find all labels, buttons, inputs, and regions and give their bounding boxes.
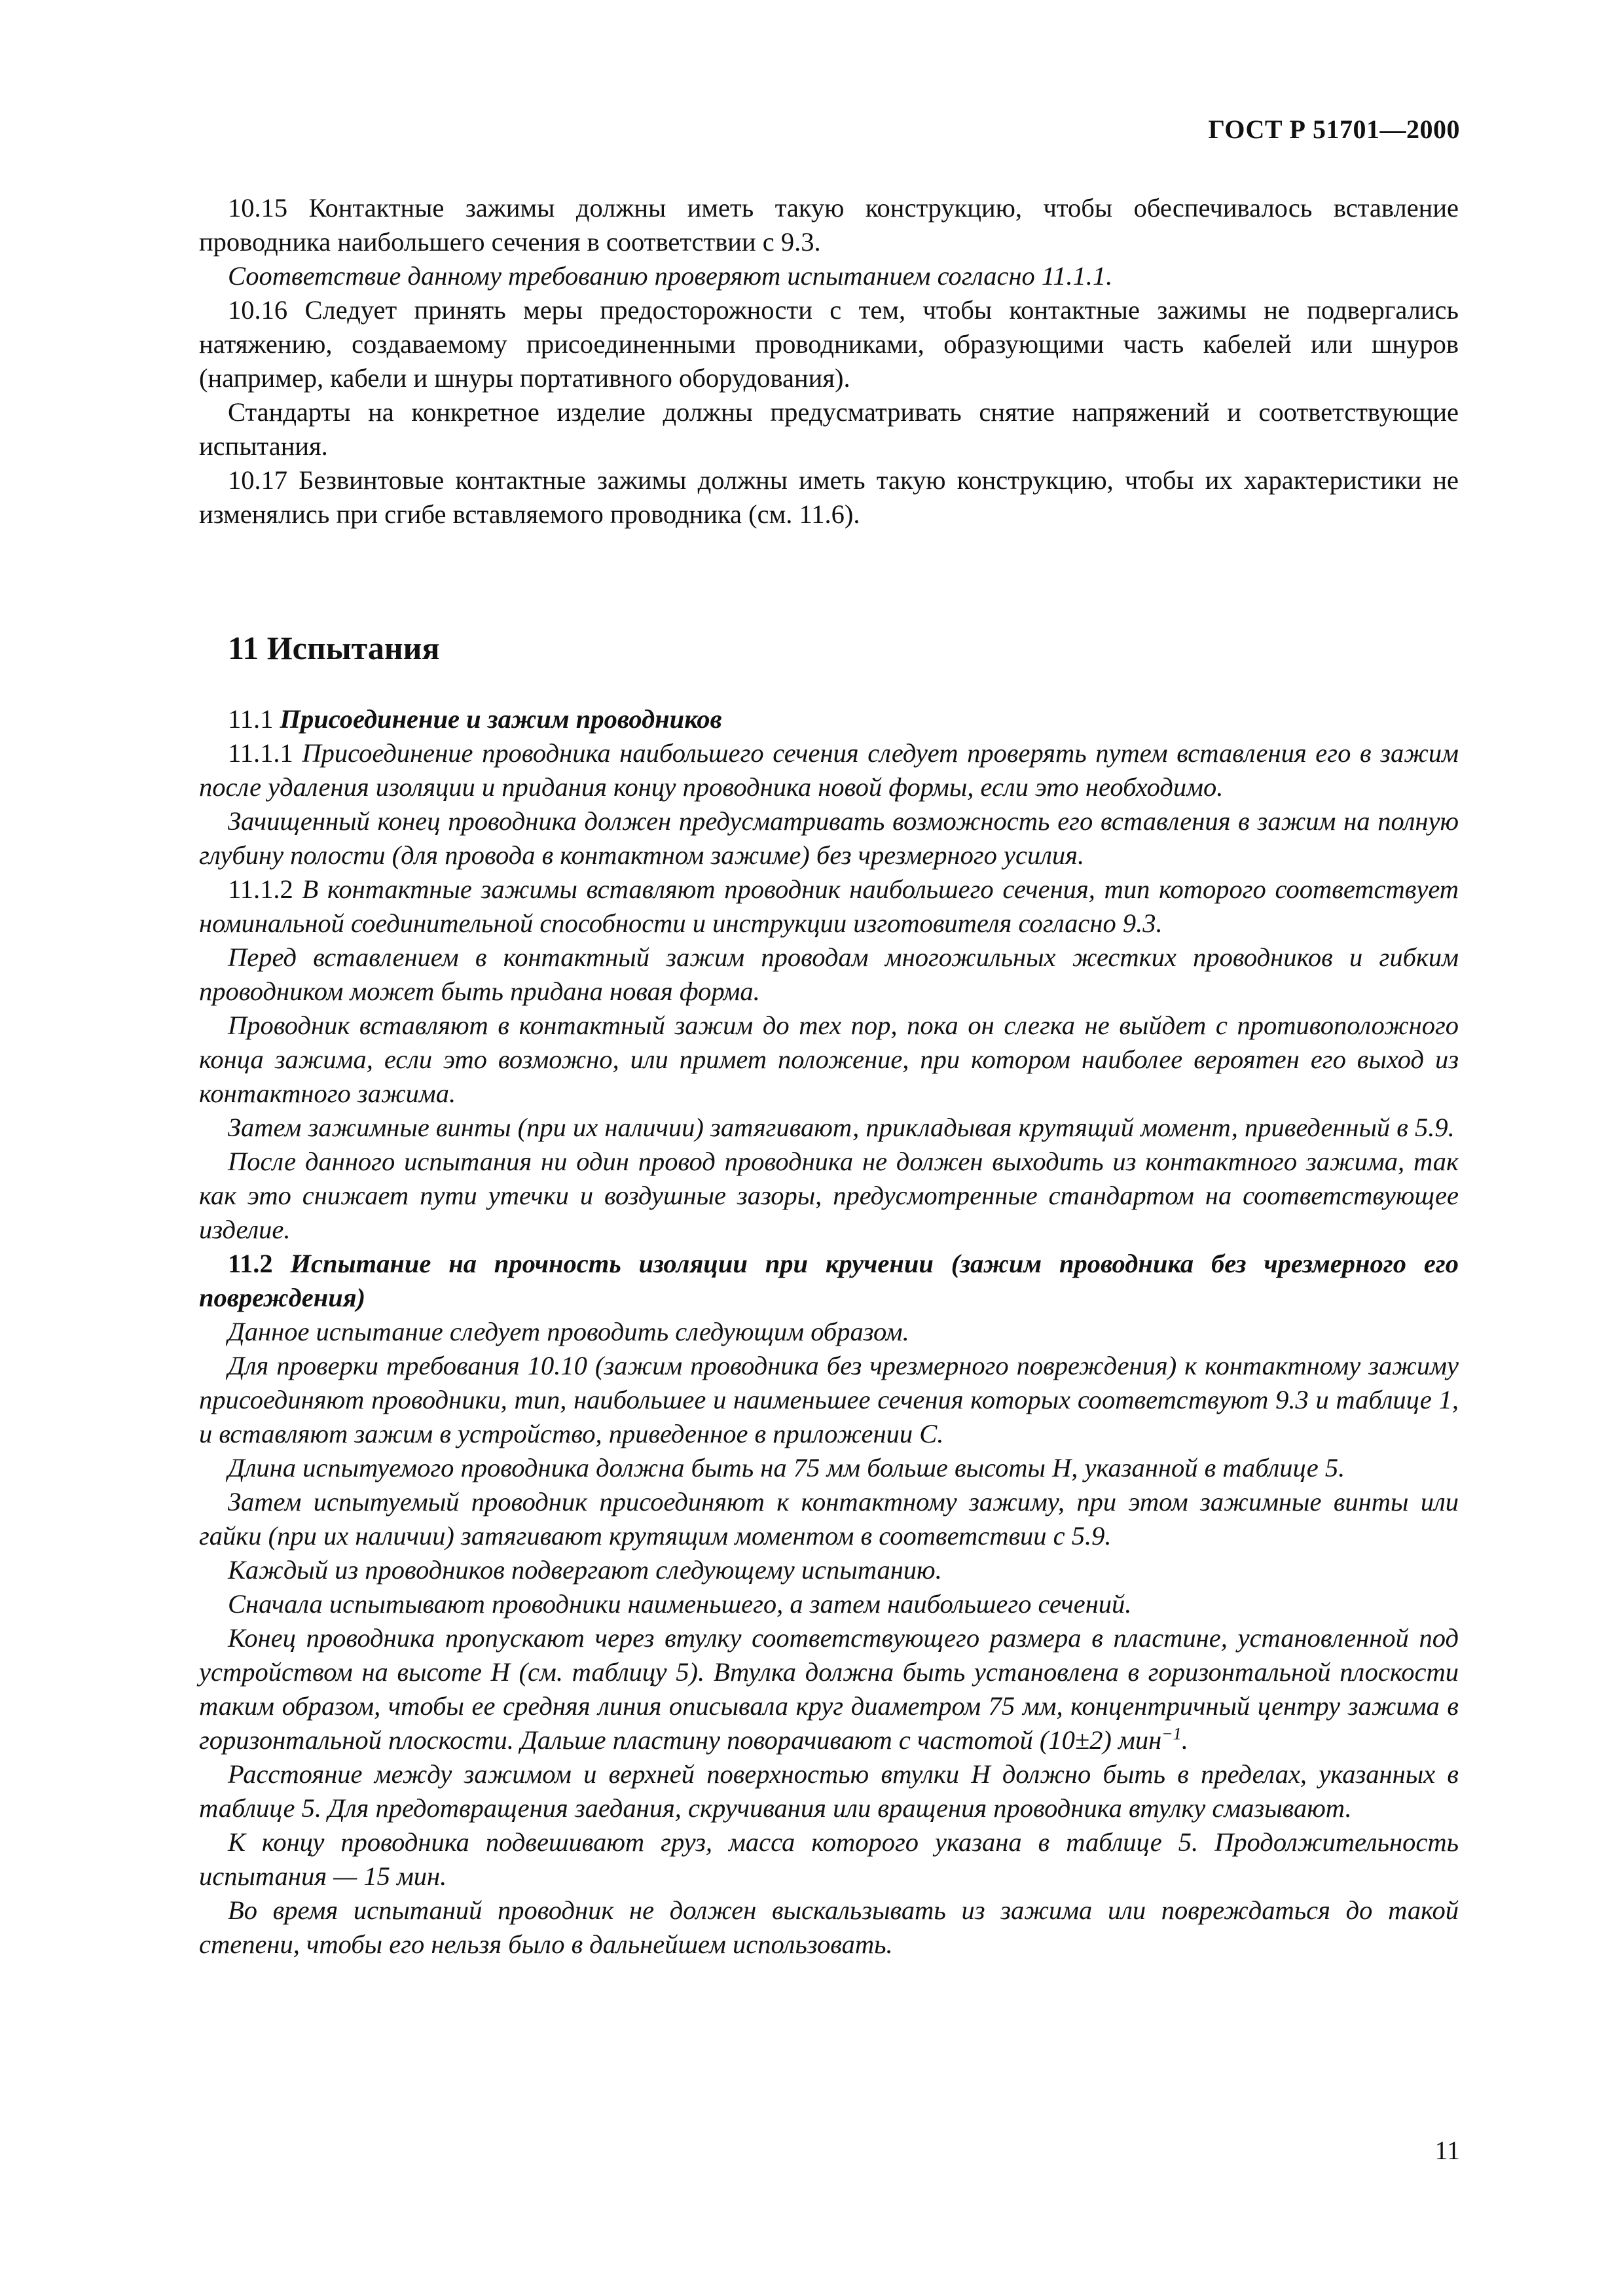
paragraph-11-2-requirement: Для проверки требования 10.10 (зажим проводника без чрезмерного повреждения) к контактному зажиму присоединяют проводники, тип, наибольшее и наименьшее сечения которых соответствуют 9.3 и таблице 1, и вставляют зажим в устройство, приведенное в приложении С. [199,1351,1459,1448]
paragraph-text: Контактные зажимы должны иметь такую конструкцию, чтобы обеспечивалось вставление проводника наибольшего сечения в соответствии с 9.3. [199,193,1459,257]
paragraph-11-1-2-result: После данного испытания ни один провод проводника не должен выходить из контактного зажима, так как это снижает пути утечки и воздушные зазоры, предусмотренные стандартом на соответствующее изделие. [199,1147,1459,1244]
subsection-heading: Присоединение и зажим проводников [280,704,722,734]
section-title: 11 Испытания [228,630,440,666]
paragraph-text: Присоединение проводника наибольшего сечения следует проверять путем вставления его в зажим после удаления изоляции и придания концу проводника новой формы, если это необходимо. [199,738,1459,802]
paragraph-11-1-2-insertion: Проводник вставляют в контактный зажим до тех пор, пока он слегка не выйдет с противоположного конца зажима, если это возможно, или примет положение, при котором наиболее вероятен его выход из контактного зажима. [199,1011,1459,1108]
section-10-paragraphs [199,191,1459,531]
clause-number: 11.1.2 [228,874,293,904]
paragraph-11-2-length: Длина испытуемого проводника должна быть на 75 мм больше высоты Н, указанной в таблице 5. [228,1453,1345,1482]
superscript: −1 [1161,1724,1182,1744]
paragraph-end: . [1181,1725,1188,1755]
clause-number: 11.2 [228,1249,273,1278]
paragraph-11-2-weight: К концу проводника подвешивают груз, масса которого указана в таблице 5. Продолжительность испытания — 15 мин. [199,1827,1459,1891]
subsection-heading: Испытание на прочность изоляции при кручении (зажим проводника без чрезмерного его повреждения) [199,1249,1459,1312]
paragraph-text: Конец проводника пропускают через втулку соответствующего размера в пластине, установленной под устройством на высоте Н (см. таблицу 5). Втулка должна быть установлена в горизонтальной плоскости таким образом, чтобы ее средняя линия описывала круг диаметром 75 мм, концентричный центру зажима в горизонтальной плоскости. Дальше пластину поворачивают с частотой (10±2) мин [199,1623,1459,1755]
paragraph-10-15-check: Соответствие данному требованию проверяют испытанием согласно 11.1.1. [228,261,1113,291]
page-number: 11 [1434,2136,1460,2165]
paragraph-11-2-intro: Данное испытание следует проводить следующим образом. [228,1317,909,1346]
paragraph-text: Безвинтовые контактные зажимы должны иметь такую конструкцию, чтобы их характеристики не изменялись при сгибе вставляемого проводника (см. 11.6). [199,465,1459,529]
clause-number: 10.15 [228,193,288,223]
clause-number: 11.1.1 [228,738,293,768]
subsection-11-2-heading [199,1247,1459,1315]
paragraph-10-15 [199,191,1459,259]
paragraph-11-1-1 [199,736,1459,804]
paragraph-text: Следует принять меры предосторожности с тем, чтобы контактные зажимы не подвергались натяжению, создаваемому присоединенными проводниками, образующими часть кабелей или шнуров (например, кабели и шнуры портативного оборудования). [199,295,1459,393]
paragraph-10-16 [199,293,1459,395]
paragraph-11-1-1-stripped-end: Зачищенный конец проводника должен предусматривать возможность его вставления в зажим на полную глубину полости (для провода в контактном зажиме) без чрезмерного усилия. [199,806,1459,870]
paragraph-11-1-2-reshaping: Перед вставлением в контактный зажим проводам многожильных жестких проводников и гибким проводником может быть придана новая форма. [199,942,1459,1006]
paragraph-11-2-order: Сначала испытывают проводники наименьшего, а затем наибольшего сечений. [228,1589,1132,1619]
paragraph-11-2-connection: Затем испытуемый проводник присоединяют к контактному зажиму, при этом зажимные винты или гайки (при их наличии) затягивают крутящим моментом в соответствии с 5.9. [199,1487,1459,1551]
clause-number: 10.16 [228,295,288,325]
paragraph-11-1-2 [199,872,1459,941]
section-11-body [199,702,1459,1962]
paragraph-10-16-standards: Стандарты на конкретное изделие должны предусматривать снятие напряжений и соответствующие испытания. [199,397,1459,461]
paragraph-text: В контактные зажимы вставляют проводник наибольшего сечения, тип которого соответствует номинальной соединительной способности и инструкции изготовителя согласно 9.3. [199,874,1459,938]
paragraph-11-2-each-conductor: Каждый из проводников подвергают следующему испытанию. [228,1555,942,1585]
paragraph-11-2-distance: Расстояние между зажимом и верхней поверхностью втулки Н должно быть в пределах, указанных в таблице 5. Для предотвращения заедания, скручивания или вращения проводника втулку смазывают. [199,1759,1459,1823]
clause-number: 10.17 [228,465,288,495]
clause-number: 11.1 [228,704,274,734]
paragraph-11-2-criteria: Во время испытаний проводник не должен выскальзывать из зажима или повреждаться до такой степени, чтобы его нельзя было в дальнейшем использовать. [199,1895,1459,1959]
paragraph-11-2-bushing [199,1621,1459,1757]
paragraph-10-17 [199,463,1459,531]
subsection-11-1-heading [199,702,1459,736]
document-code-header: ГОСТ Р 51701—2000 [1208,115,1460,144]
paragraph-11-1-2-tightening: Затем зажимные винты (при их наличии) затягивают, прикладывая крутящий момент, приведенный в 5.9. [228,1113,1455,1142]
